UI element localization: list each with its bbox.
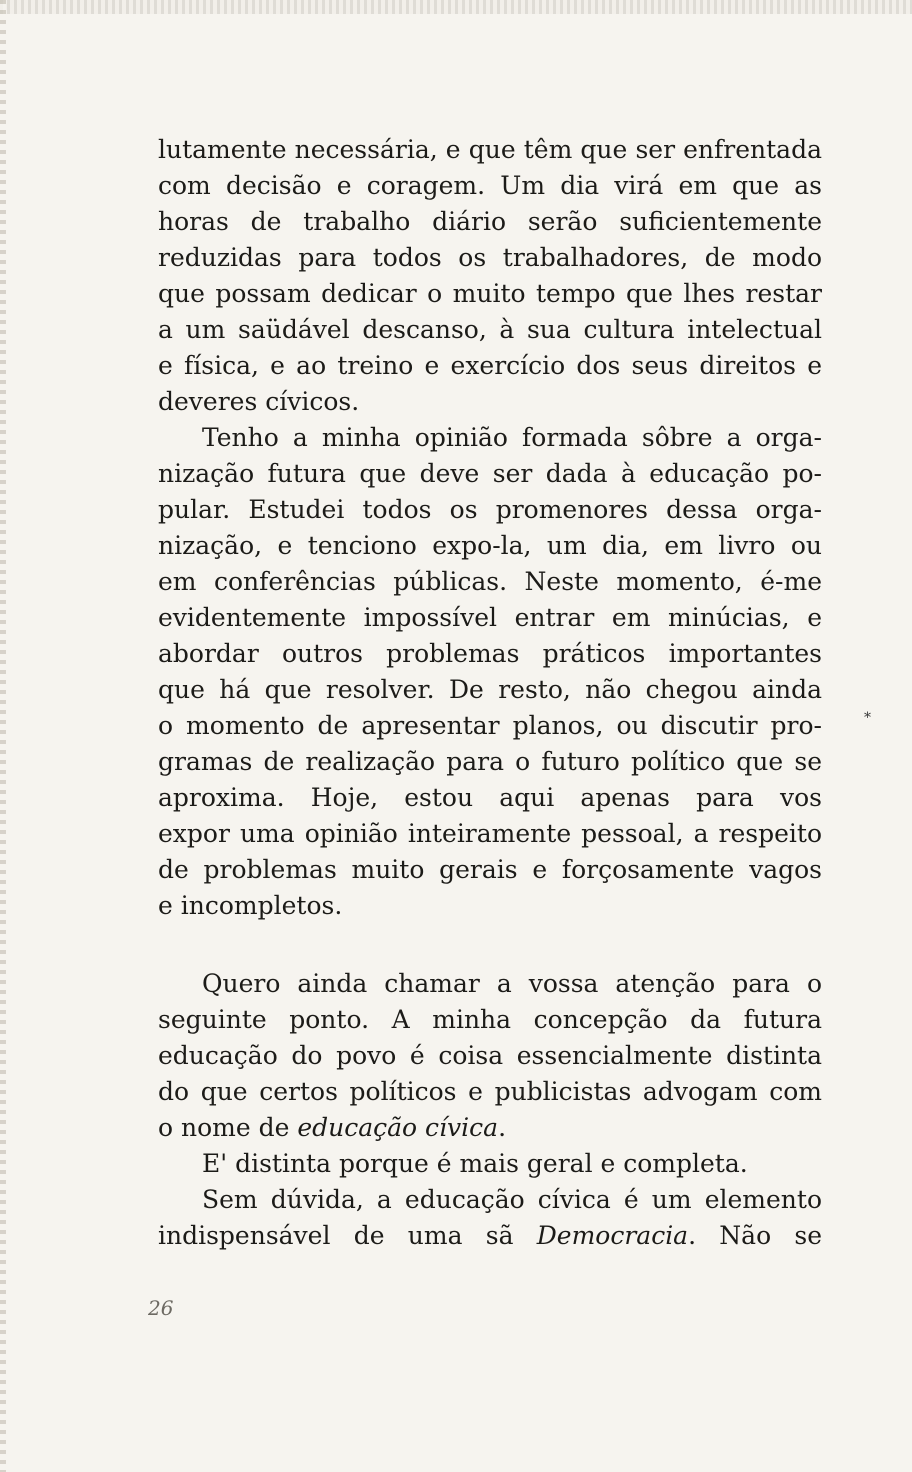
page-number: 26 bbox=[148, 1296, 174, 1320]
paragraph-2 bbox=[158, 420, 822, 924]
paragraph-4 bbox=[158, 1146, 822, 1182]
text-line: deveres cívicos. bbox=[158, 387, 360, 416]
text-line bbox=[158, 1110, 822, 1146]
text-line: E' distinta porque é mais geral e completa. bbox=[202, 1149, 748, 1178]
page-top-edge bbox=[0, 0, 912, 14]
text-run: o nome de bbox=[158, 1113, 298, 1142]
margin-asterisk-mark: * bbox=[864, 710, 871, 726]
text-line: e física, e ao treino e exercício dos seus direitos e bbox=[158, 351, 822, 380]
text-line: o momento de apresentar planos, ou discutir pro- bbox=[158, 711, 822, 740]
text-line: a um saüdável descanso, à sua cultura intelectual bbox=[158, 315, 822, 344]
text-line: evidentemente impossível entrar em minúcias, e bbox=[158, 603, 822, 632]
text-line: reduzidas para todos os trabalhadores, de modo bbox=[158, 243, 822, 272]
text-line bbox=[158, 1218, 822, 1254]
italic-term: educação cívica bbox=[297, 1113, 499, 1142]
text-line: em conferências públicas. Neste momento, é-me bbox=[158, 567, 822, 596]
book-page-text bbox=[158, 132, 822, 1254]
text-line: que há que resolver. De resto, não chegou ainda bbox=[158, 675, 822, 704]
paragraph-5 bbox=[158, 1182, 822, 1254]
text-line: com decisão e coragem. Um dia virá em que as bbox=[158, 171, 822, 200]
text-line: gramas de realização para o futuro político que se bbox=[158, 747, 822, 776]
section-gap bbox=[158, 924, 822, 966]
text-run: . bbox=[498, 1113, 507, 1142]
italic-term: Democracia bbox=[536, 1221, 689, 1250]
text-line: pular. Estudei todos os promenores dessa orga- bbox=[158, 495, 822, 524]
text-line: lutamente necessária, e que têm que ser enfrentada bbox=[158, 135, 822, 164]
text-run: . Não se bbox=[688, 1221, 822, 1250]
text-line: horas de trabalho diário serão suficientemente bbox=[158, 207, 822, 236]
text-line: do que certos políticos e publicistas advogam com bbox=[158, 1077, 822, 1106]
text-line: de problemas muito gerais e forçosamente vagos bbox=[158, 855, 822, 884]
text-line: Sem dúvida, a educação cívica é um elemento bbox=[202, 1185, 822, 1214]
text-line: e incompletos. bbox=[158, 891, 343, 920]
text-line: seguinte ponto. A minha concepção da futura bbox=[158, 1005, 822, 1034]
text-line: Quero ainda chamar a vossa atenção para o bbox=[202, 969, 822, 998]
page-left-edge bbox=[0, 0, 6, 1472]
text-line: expor uma opinião inteiramente pessoal, a respeito bbox=[158, 819, 822, 848]
text-line: Tenho a minha opinião formada sôbre a orga- bbox=[202, 423, 822, 452]
text-line: nização, e tenciono expo-la, um dia, em livro ou bbox=[158, 531, 822, 560]
text-line: nização futura que deve ser dada à educação po- bbox=[158, 459, 822, 488]
text-line: abordar outros problemas práticos importantes bbox=[158, 639, 822, 668]
text-line: educação do povo é coisa essencialmente distinta bbox=[158, 1041, 822, 1070]
text-run: indispensável de uma sã bbox=[158, 1221, 537, 1250]
text-line: que possam dedicar o muito tempo que lhes restar bbox=[158, 279, 822, 308]
paragraph-1 bbox=[158, 132, 822, 420]
text-line: aproxima. Hoje, estou aqui apenas para vos bbox=[158, 783, 822, 812]
paragraph-3 bbox=[158, 966, 822, 1146]
